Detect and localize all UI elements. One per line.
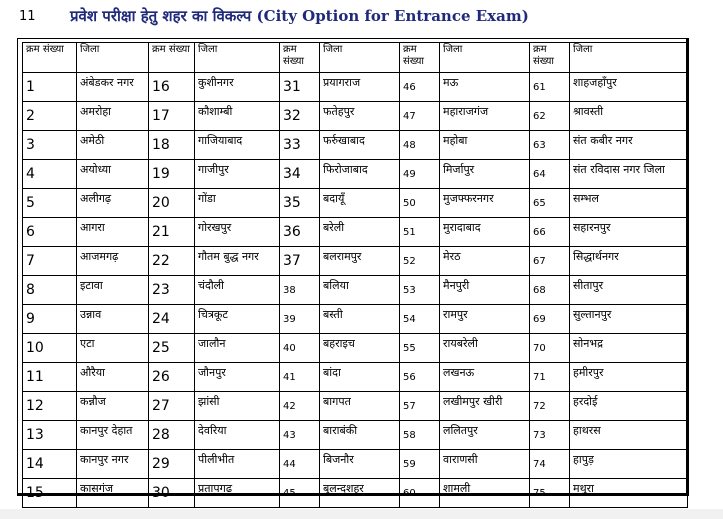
serial-number-cell: 74: [530, 450, 570, 479]
serial-number-cell: 11: [23, 363, 77, 392]
serial-number-cell: 14: [23, 450, 77, 479]
district-name-cell: एटा: [77, 334, 149, 363]
serial-number-cell: 26: [149, 363, 195, 392]
serial-number-cell: 35: [280, 189, 320, 218]
table-body: [23, 73, 688, 508]
serial-number-cell: 41: [280, 363, 320, 392]
serial-number-cell: 30: [149, 479, 195, 508]
serial-number-cell: 62: [530, 102, 570, 131]
serial-number-cell: 73: [530, 421, 570, 450]
serial-number-cell: 32: [280, 102, 320, 131]
serial-number-cell: 37: [280, 247, 320, 276]
serial-number-cell: 5: [23, 189, 77, 218]
district-name-cell: अलीगढ़: [77, 189, 149, 218]
serial-number-cell: 53: [400, 276, 440, 305]
serial-number-cell: 59: [400, 450, 440, 479]
district-name-cell: लखनऊ: [440, 363, 530, 392]
serial-number-cell: 60: [400, 479, 440, 508]
district-name-cell: वाराणसी: [440, 450, 530, 479]
serial-number-cell: 49: [400, 160, 440, 189]
serial-number-cell: 56: [400, 363, 440, 392]
district-name-cell: कानपुर देहात: [77, 421, 149, 450]
serial-number-cell: 68: [530, 276, 570, 305]
serial-number-cell: 52: [400, 247, 440, 276]
serial-number-cell: 24: [149, 305, 195, 334]
district-name-cell: मेरठ: [440, 247, 530, 276]
serial-number-cell: 57: [400, 392, 440, 421]
district-name-cell: मुरादाबाद: [440, 218, 530, 247]
district-name-cell: बरेली: [320, 218, 400, 247]
district-name-cell: हापुड़: [570, 450, 688, 479]
header-district: जिला: [570, 43, 688, 73]
serial-number-cell: 28: [149, 421, 195, 450]
serial-number-cell: 22: [149, 247, 195, 276]
district-name-cell: गोरखपुर: [195, 218, 280, 247]
district-name-cell: बाराबंकी: [320, 421, 400, 450]
district-name-cell: सीतापुर: [570, 276, 688, 305]
district-name-cell: अंबेडकर नगर: [77, 73, 149, 102]
district-name-cell: बुलन्दशहर: [320, 479, 400, 508]
table-row: [23, 189, 688, 218]
district-name-cell: चित्रकूट: [195, 305, 280, 334]
serial-number-cell: 20: [149, 189, 195, 218]
district-name-cell: शाहजहाँपुर: [570, 73, 688, 102]
district-name-cell: गाजियाबाद: [195, 131, 280, 160]
section-heading: [0, 0, 723, 38]
title-hindi: प्रवेश परीक्षा हेतु शहर का विकल्प: [70, 7, 252, 25]
table-row: [23, 131, 688, 160]
header-district: जिला: [440, 43, 530, 73]
district-name-cell: बिजनौर: [320, 450, 400, 479]
serial-number-cell: 40: [280, 334, 320, 363]
header-district: जिला: [195, 43, 280, 73]
district-name-cell: उन्नाव: [77, 305, 149, 334]
district-name-cell: बदायूँ: [320, 189, 400, 218]
district-name-cell: लखीमपुर खीरी: [440, 392, 530, 421]
district-name-cell: झांसी: [195, 392, 280, 421]
serial-number-cell: 42: [280, 392, 320, 421]
district-name-cell: रायबरेली: [440, 334, 530, 363]
district-name-cell: श्रावस्ती: [570, 102, 688, 131]
district-name-cell: प्रयागराज: [320, 73, 400, 102]
district-name-cell: इटावा: [77, 276, 149, 305]
table-row: [23, 305, 688, 334]
district-name-cell: जौनपुर: [195, 363, 280, 392]
serial-number-cell: 47: [400, 102, 440, 131]
district-name-cell: हाथरस: [570, 421, 688, 450]
header-serial-number: क्रम संख्या: [530, 43, 570, 73]
serial-number-cell: 64: [530, 160, 570, 189]
serial-number-cell: 3: [23, 131, 77, 160]
district-name-cell: कुशीनगर: [195, 73, 280, 102]
header-serial-number: क्रम संख्या: [23, 43, 77, 73]
serial-number-cell: 70: [530, 334, 570, 363]
serial-number-cell: 39: [280, 305, 320, 334]
serial-number-cell: 69: [530, 305, 570, 334]
district-name-cell: मिर्जापुर: [440, 160, 530, 189]
district-name-cell: मैनपुरी: [440, 276, 530, 305]
serial-number-cell: 65: [530, 189, 570, 218]
serial-number-cell: 23: [149, 276, 195, 305]
serial-number-cell: 67: [530, 247, 570, 276]
header-serial-number: क्रम संख्या: [280, 43, 320, 73]
serial-number-cell: 12: [23, 392, 77, 421]
district-name-cell: बलरामपुर: [320, 247, 400, 276]
district-name-cell: मथुरा: [570, 479, 688, 508]
table-row: [23, 102, 688, 131]
serial-number-cell: 10: [23, 334, 77, 363]
table-header-row: [23, 43, 688, 73]
district-name-cell: प्रतापगढ़: [195, 479, 280, 508]
district-name-cell: बलिया: [320, 276, 400, 305]
serial-number-cell: 13: [23, 421, 77, 450]
table-row: [23, 276, 688, 305]
district-name-cell: गोंडा: [195, 189, 280, 218]
page-title: [70, 6, 529, 26]
serial-number-cell: 16: [149, 73, 195, 102]
serial-number-cell: 43: [280, 421, 320, 450]
page-bottom-strip: [0, 509, 723, 519]
serial-number-cell: 17: [149, 102, 195, 131]
district-name-cell: कौशाम्बी: [195, 102, 280, 131]
serial-number-cell: 75: [530, 479, 570, 508]
serial-number-cell: 44: [280, 450, 320, 479]
district-name-cell: कासगंज: [77, 479, 149, 508]
district-name-cell: फिरोजाबाद: [320, 160, 400, 189]
serial-number-cell: 50: [400, 189, 440, 218]
district-name-cell: महोबा: [440, 131, 530, 160]
serial-number-cell: 6: [23, 218, 77, 247]
district-name-cell: गौतम बुद्ध नगर: [195, 247, 280, 276]
city-option-table: [22, 42, 688, 508]
header-district: जिला: [320, 43, 400, 73]
serial-number-cell: 36: [280, 218, 320, 247]
district-name-cell: बस्ती: [320, 305, 400, 334]
serial-number-cell: 27: [149, 392, 195, 421]
serial-number-cell: 33: [280, 131, 320, 160]
district-name-cell: ललितपुर: [440, 421, 530, 450]
district-name-cell: पीलीभीत: [195, 450, 280, 479]
serial-number-cell: 21: [149, 218, 195, 247]
district-name-cell: अयोध्या: [77, 160, 149, 189]
header-serial-number: क्रम संख्या: [149, 43, 195, 73]
serial-number-cell: 72: [530, 392, 570, 421]
table-row: [23, 392, 688, 421]
district-name-cell: बहराइच: [320, 334, 400, 363]
header-serial-number: क्रम संख्या: [400, 43, 440, 73]
serial-number-cell: 8: [23, 276, 77, 305]
serial-number-cell: 29: [149, 450, 195, 479]
table-row: [23, 247, 688, 276]
district-name-cell: मऊ: [440, 73, 530, 102]
serial-number-cell: 48: [400, 131, 440, 160]
district-name-cell: अमेठी: [77, 131, 149, 160]
district-name-cell: औरैया: [77, 363, 149, 392]
table-row: [23, 73, 688, 102]
serial-number-cell: 15: [23, 479, 77, 508]
district-name-cell: कानपुर नगर: [77, 450, 149, 479]
serial-number-cell: 63: [530, 131, 570, 160]
serial-number-cell: 51: [400, 218, 440, 247]
table-row: [23, 479, 688, 508]
title-english: (City Option for Entrance Exam): [256, 7, 529, 25]
district-name-cell: सम्भल: [570, 189, 688, 218]
district-name-cell: संत कबीर नगर: [570, 131, 688, 160]
serial-number-cell: 31: [280, 73, 320, 102]
serial-number-cell: 55: [400, 334, 440, 363]
serial-number-cell: 66: [530, 218, 570, 247]
district-name-cell: मुजफ्फरनगर: [440, 189, 530, 218]
serial-number-cell: 18: [149, 131, 195, 160]
serial-number-cell: 46: [400, 73, 440, 102]
district-name-cell: देवरिया: [195, 421, 280, 450]
table-row: [23, 334, 688, 363]
district-name-cell: सोनभद्र: [570, 334, 688, 363]
serial-number-cell: 7: [23, 247, 77, 276]
district-name-cell: सिद्धार्थनगर: [570, 247, 688, 276]
district-name-cell: आगरा: [77, 218, 149, 247]
district-name-cell: बागपत: [320, 392, 400, 421]
district-name-cell: हमीरपुर: [570, 363, 688, 392]
serial-number-cell: 71: [530, 363, 570, 392]
district-name-cell: महाराजगंज: [440, 102, 530, 131]
district-name-cell: चंदौली: [195, 276, 280, 305]
header-district: जिला: [77, 43, 149, 73]
table-row: [23, 421, 688, 450]
district-name-cell: गाजीपुर: [195, 160, 280, 189]
district-name-cell: शामली: [440, 479, 530, 508]
district-name-cell: सहारनपुर: [570, 218, 688, 247]
district-name-cell: बांदा: [320, 363, 400, 392]
serial-number-cell: 2: [23, 102, 77, 131]
district-name-cell: जालौन: [195, 334, 280, 363]
serial-number-cell: 19: [149, 160, 195, 189]
district-name-cell: रामपुर: [440, 305, 530, 334]
serial-number-cell: 25: [149, 334, 195, 363]
table-row: [23, 450, 688, 479]
serial-number-cell: 61: [530, 73, 570, 102]
district-name-cell: हरदोई: [570, 392, 688, 421]
table-row: [23, 218, 688, 247]
district-name-cell: अमरोहा: [77, 102, 149, 131]
serial-number-cell: 45: [280, 479, 320, 508]
serial-number-cell: 1: [23, 73, 77, 102]
serial-number-cell: 34: [280, 160, 320, 189]
district-name-cell: सुल्तानपुर: [570, 305, 688, 334]
serial-number-cell: 54: [400, 305, 440, 334]
table-row: [23, 363, 688, 392]
district-name-cell: संत रविदास नगर जिला: [570, 160, 688, 189]
district-name-cell: फर्रुखाबाद: [320, 131, 400, 160]
serial-number-cell: 38: [280, 276, 320, 305]
district-name-cell: फतेहपुर: [320, 102, 400, 131]
serial-number-cell: 9: [23, 305, 77, 334]
district-name-cell: कन्नौज: [77, 392, 149, 421]
section-number: 11: [19, 9, 36, 24]
district-name-cell: आजमगढ़: [77, 247, 149, 276]
table-row: [23, 160, 688, 189]
serial-number-cell: 58: [400, 421, 440, 450]
serial-number-cell: 4: [23, 160, 77, 189]
